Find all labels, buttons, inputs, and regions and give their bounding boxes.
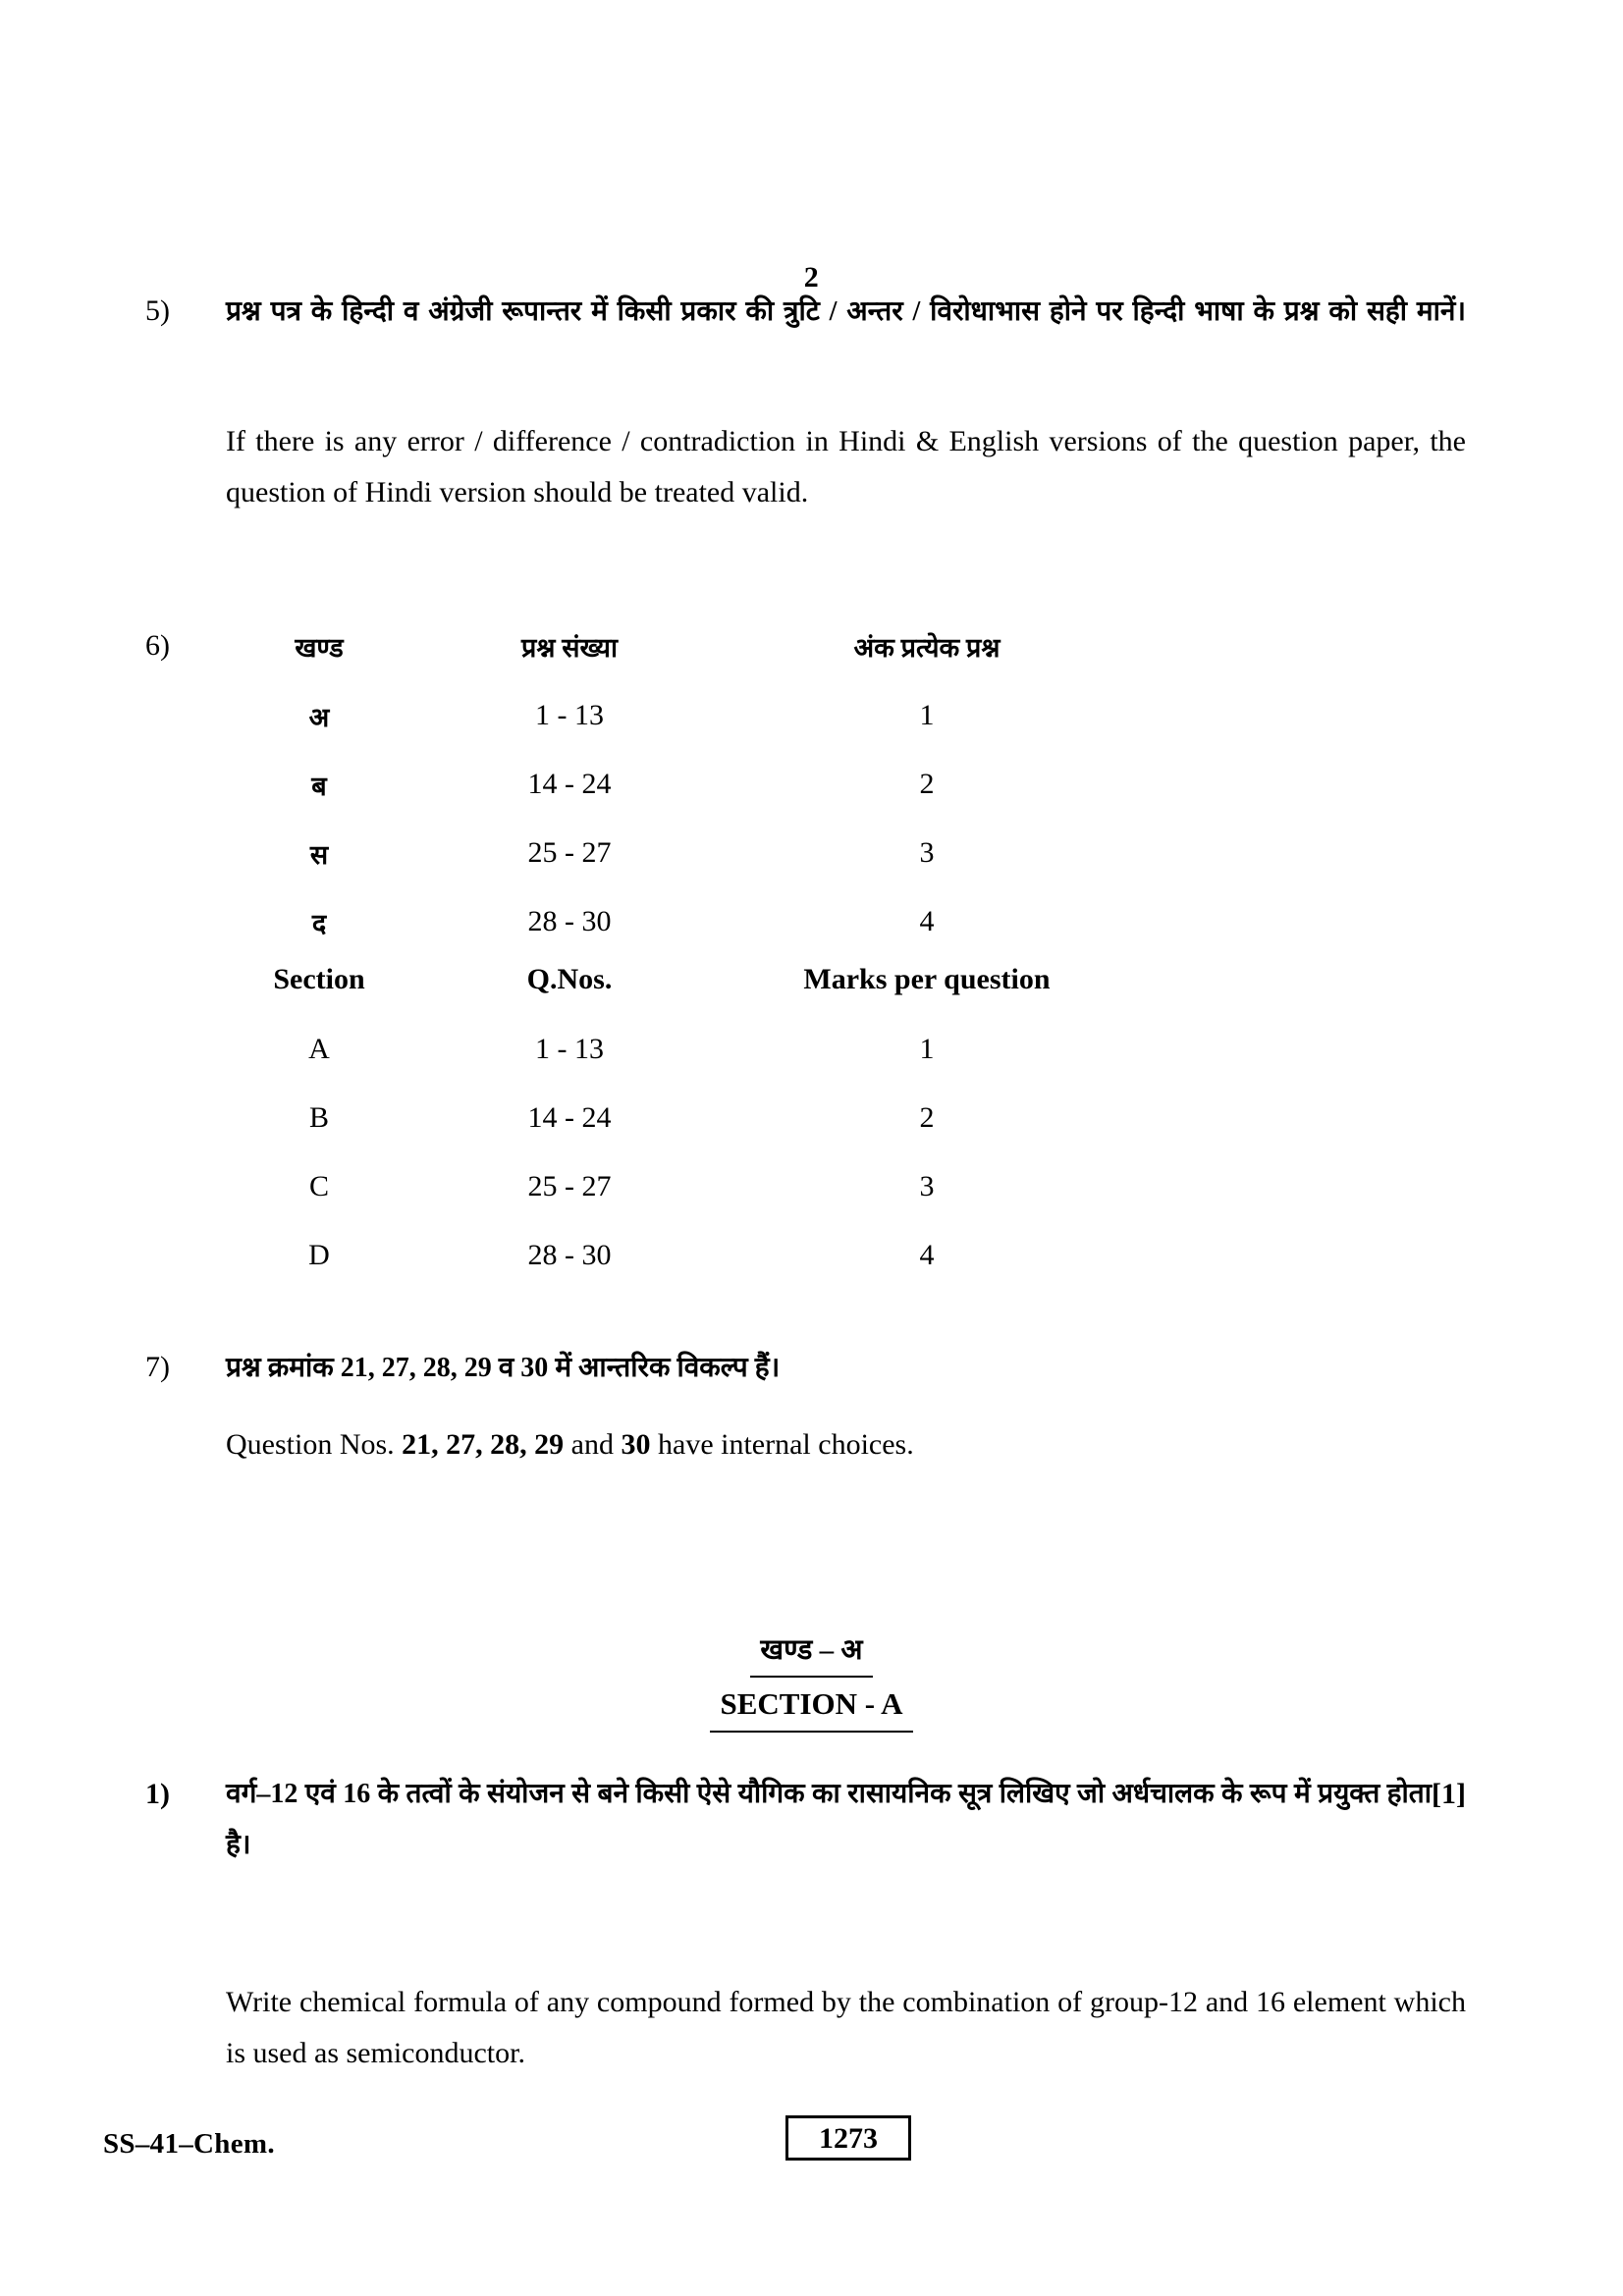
marks-distribution-table-hindi [145,611,1127,956]
row-spacer [145,1084,226,1152]
instruction-7-hindi-text [226,1343,1466,1394]
instruction-index: 5) [145,294,170,327]
row-spacer [145,1152,226,1221]
cell-marks: 3 [919,836,935,869]
marks-distribution-table-english [145,944,1127,1290]
cell-marks: 1 [919,699,935,731]
cell-section: ब [311,771,327,801]
table-row [145,1015,1127,1084]
instruction-index: 7) [145,1351,170,1383]
question-1-english-text: Write chemical formula of any compound formed by the combination of group-12 and 16 element which is used as semiconductor. [226,1986,1466,2069]
table-row [145,819,1127,887]
header-section-hindi: खण्ड [295,632,344,663]
cell-marks: 4 [919,905,935,937]
header-marks-english: Marks per question [803,963,1051,995]
table-row [145,1152,1127,1221]
question-1 [145,1769,1466,2079]
cell-marks: 3 [919,1170,935,1202]
hindi-question-numbers: 21, 27, 28, 29 व 30 [340,1353,549,1383]
instruction-5-hindi-text: प्रश्न पत्र के हिन्दी व अंग्रेजी रूपान्तर में किसी प्रकार की त्रुटि / अन्तर / विरोधाभास होने पर हिन्दी भाषा के प्रश्न को सही मानें। [226,296,1466,327]
row-spacer [145,750,226,819]
instruction-item-7 [145,1343,1466,1470]
row-spacer [145,944,226,1015]
hindi-pre-text: प्रश्न क्रमांक [226,1353,341,1383]
cell-section: A [308,1033,330,1065]
table-row [145,750,1127,819]
english-question-numbers-2: 30 [621,1428,651,1461]
instruction-body [226,287,1466,518]
section-heading-english-wrap [0,1681,1623,1733]
row-spacer [145,819,226,887]
question-1-index: 1) [145,1778,170,1810]
header-section-english: Section [273,963,365,995]
english-pre-text: Question Nos. [226,1428,403,1461]
header-marks-hindi: अंक प्रत्येक प्रश्न [853,632,1001,663]
row-spacer [145,1221,226,1290]
cell-qnos: 28 - 30 [527,905,612,937]
english-post-text: have internal choices. [650,1428,914,1461]
instruction-5-english-text: If there is any error / difference / contradiction in Hindi & English versions of the question paper, the question of Hindi version should be treated valid. [226,425,1466,508]
hindi-table [145,611,1127,956]
question-1-hindi-text [226,1769,1466,1922]
paper-code-footer: SS–41–Chem. [103,2128,275,2160]
section-heading-hindi: खण्ड – अ [750,1628,872,1678]
row-spacer [145,1015,226,1084]
page-number: 2 [803,261,820,294]
english-table [145,944,1127,1290]
table-block-index: 6) [145,629,170,662]
question-1-marks-hindi: [1] [1432,1778,1466,1810]
section-heading-hindi-wrap [0,1628,1623,1678]
table-header-row [145,611,1127,681]
table-row [145,1221,1127,1290]
cell-section: द [311,908,327,938]
section-heading-group [0,1628,1623,1733]
cell-section: स [309,839,329,870]
cell-section: D [308,1239,330,1271]
english-mid-text: and [564,1428,622,1461]
header-qnos-english: Q.Nos. [526,963,613,995]
section-heading-english: SECTION - A [710,1681,912,1733]
cell-section: C [308,1170,329,1202]
table-header-row [145,944,1127,1015]
instruction-item-5 [145,287,1466,518]
cell-qnos: 1 - 13 [535,1033,604,1065]
question-1-body [226,1769,1466,2079]
instruction-body [226,1343,1466,1470]
cell-marks: 2 [919,768,935,800]
cell-section: B [308,1101,329,1134]
row-spacer [145,681,226,750]
cell-qnos: 28 - 30 [527,1239,612,1271]
cell-qnos: 14 - 24 [527,768,612,800]
table-row [145,681,1127,750]
cell-qnos: 25 - 27 [527,836,612,869]
table-row [145,1084,1127,1152]
cell-marks: 2 [919,1101,935,1134]
cell-qnos: 1 - 13 [535,699,604,731]
cell-marks: 4 [919,1239,935,1271]
question-1-hindi-content: वर्ग–12 एवं 16 के तत्वों के संयोजन से बने किसी ऐसे यौगिक का रासायनिक सूत्र लिखिए जो अर्धचालक के रूप में प्रयुक्त होता है। [226,1779,1433,1860]
cell-qnos: 14 - 24 [527,1101,612,1134]
paper-serial-box: 1273 [785,2115,911,2161]
cell-qnos: 25 - 27 [527,1170,612,1202]
header-qnos-hindi: प्रश्न संख्या [521,632,618,663]
cell-section: अ [308,702,330,732]
hindi-post-text: में आन्तरिक विकल्प हैं। [548,1353,781,1383]
english-question-numbers-1: 21, 27, 28, 29 [402,1428,565,1461]
instruction-7-english-text [226,1419,1466,1470]
cell-marks: 1 [919,1033,935,1065]
